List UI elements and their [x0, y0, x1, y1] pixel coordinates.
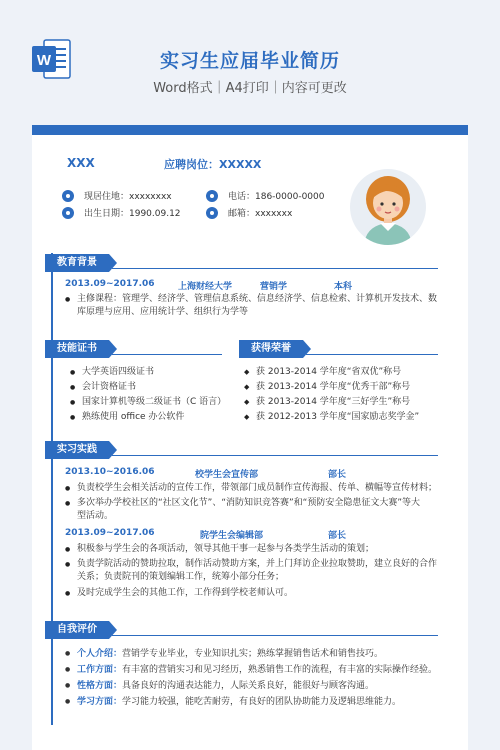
- skill-item: ● 熟练使用 office 办公软件: [70, 411, 184, 424]
- education-school: 上海财经大学: [178, 282, 233, 292]
- avatar: [350, 169, 426, 245]
- honor-item: ◆ 获 2013-2014 学年度“三好学生”称号: [244, 396, 410, 409]
- birth-info: [62, 206, 181, 219]
- practice-divider: [112, 455, 438, 456]
- eval-text: 有丰富的营销实习和见习经历，熟悉销售工作的流程，有丰富的实际操作经验。: [122, 665, 438, 675]
- honor-item: ◆ 获 2013-2014 学年度“省双优”称号: [244, 366, 401, 379]
- job-title: 应聘岗位：XXXXX: [164, 158, 262, 171]
- skill-item: ● 会计资格证书: [70, 381, 136, 394]
- location-icon: [62, 190, 74, 202]
- eval-item: [65, 647, 383, 661]
- eval-label: 个人介绍：: [77, 649, 123, 659]
- skill-item: ● 大学英语四级证书: [70, 366, 154, 379]
- job1-org: 校学生会宣传部: [195, 470, 259, 480]
- timeline-line: [51, 253, 53, 725]
- section-practice: [32, 441, 468, 459]
- section-skills: [32, 340, 232, 358]
- eval-item: [65, 679, 374, 693]
- skills-divider: [112, 354, 222, 355]
- section-honors: [226, 340, 468, 358]
- banner: [0, 0, 500, 118]
- job1-duty-2: [65, 497, 465, 523]
- education-major: 营销学: [260, 282, 288, 292]
- eval-text: 营销学专业毕业，专业知识扎实；熟练掌握销售话术和销售技巧。: [122, 649, 384, 659]
- job2-duty-2-line-2: 关系；负责院刊的策划编辑工作，统筹小部分任务；: [77, 572, 285, 582]
- job2-role: 部长: [328, 531, 347, 541]
- honor-item: ◆ 获 2013-2014 学年度“优秀干部”称号: [244, 381, 410, 394]
- eval-label: 学习方面：: [77, 697, 123, 707]
- eval-label: 性格方面：: [77, 681, 123, 691]
- courses-line-2: 库原理与应用、应用统计学、组织行为学等: [77, 307, 249, 317]
- education-degree: 本科: [334, 282, 353, 292]
- evaluation-header: 自我评价: [45, 621, 109, 639]
- resume-page: [32, 125, 468, 750]
- eval-text: 学习能力较强，能吃苦耐劳，有良好的团队协助能力及逻辑思维能力。: [122, 697, 402, 707]
- eval-item: [65, 663, 437, 677]
- eval-label: 工作方面：: [77, 665, 123, 675]
- phone-icon: [206, 190, 218, 202]
- education-divider: [112, 268, 438, 269]
- job2-duty-2-line-1: ● 负责学院活动的赞助拉取，制作活动赞助方案，并上门拜访企业拉取赞助，建立良好的合作: [77, 559, 438, 569]
- job1-role: 部长: [328, 470, 347, 480]
- phone-info: [206, 189, 324, 202]
- birth-text: 出生日期：1990.09.12: [84, 209, 181, 219]
- job2-duty-3: ● 及时完成学生会的其他工作，工作得到学校老师认可。: [65, 587, 457, 600]
- candidate-name: XXX: [67, 156, 95, 170]
- honors-divider: [306, 354, 438, 355]
- residence-text: 现居住地：xxxxxxxx: [84, 192, 172, 202]
- skill-item: ● 国家计算机等级二级证书（C 语言）: [70, 396, 226, 409]
- banner-subtitle: Word格式｜A4打印｜内容可更改: [153, 81, 347, 96]
- practice-header: 实习实践: [45, 441, 109, 459]
- job1-duty-1: ● 负责校学生会相关活动的宣传工作，带领部门成员制作宣传海报、传单、横幅等宣传材料；: [65, 482, 457, 495]
- section-education: [32, 254, 468, 272]
- eval-item: [65, 695, 401, 709]
- mail-icon: [206, 207, 218, 219]
- section-evaluation: [32, 621, 468, 639]
- residence-info: [62, 189, 172, 202]
- evaluation-divider: [112, 635, 438, 636]
- email-text: 邮箱：xxxxxxx: [228, 209, 293, 219]
- job2-duty-1: ● 积极参与学生会的各项活动，领导其他干事一起参与各类学生活动的策划；: [65, 543, 457, 556]
- job1-duty-2-line-1: ● 多次举办学校社区的“社区文化节”、“消防知识竞答赛”和“预防安全隐患征文大赛”等大: [77, 498, 420, 508]
- courses-line-1: ● 主修课程：管理学、经济学、管理信息系统、信息经济学、信息检索、计算机开发技术、数: [77, 294, 438, 304]
- page-top-bar: [32, 125, 468, 135]
- eval-text: 具备良好的沟通表达能力，人际关系良好，能很好与顾客沟通。: [122, 681, 375, 691]
- education-header: 教育背景: [45, 254, 109, 272]
- job2-period: 2013.09~2017.06: [65, 528, 155, 538]
- honor-item: ◆ 获 2012-2013 学年度“国家励志奖学金”: [244, 411, 419, 424]
- job2-org: 院学生会编辑部: [200, 531, 264, 541]
- job1-period: 2013.10~2016.06: [65, 467, 155, 477]
- avatar-illustration: [350, 169, 426, 245]
- job2-duty-2: [65, 558, 465, 584]
- phone-text: 电话：186-0000-0000: [228, 192, 325, 202]
- svg-text:W: W: [36, 52, 52, 69]
- banner-title: 实习生应届毕业简历: [159, 50, 340, 72]
- education-period: 2013.09~2017.06: [65, 279, 155, 289]
- education-courses: [65, 293, 457, 319]
- honors-header: 获得荣誉: [239, 340, 303, 358]
- calendar-icon: [62, 207, 74, 219]
- job1-duty-2-line-2: 型活动。: [77, 511, 114, 521]
- email-info: [206, 206, 292, 219]
- skills-header: 技能证书: [45, 340, 109, 358]
